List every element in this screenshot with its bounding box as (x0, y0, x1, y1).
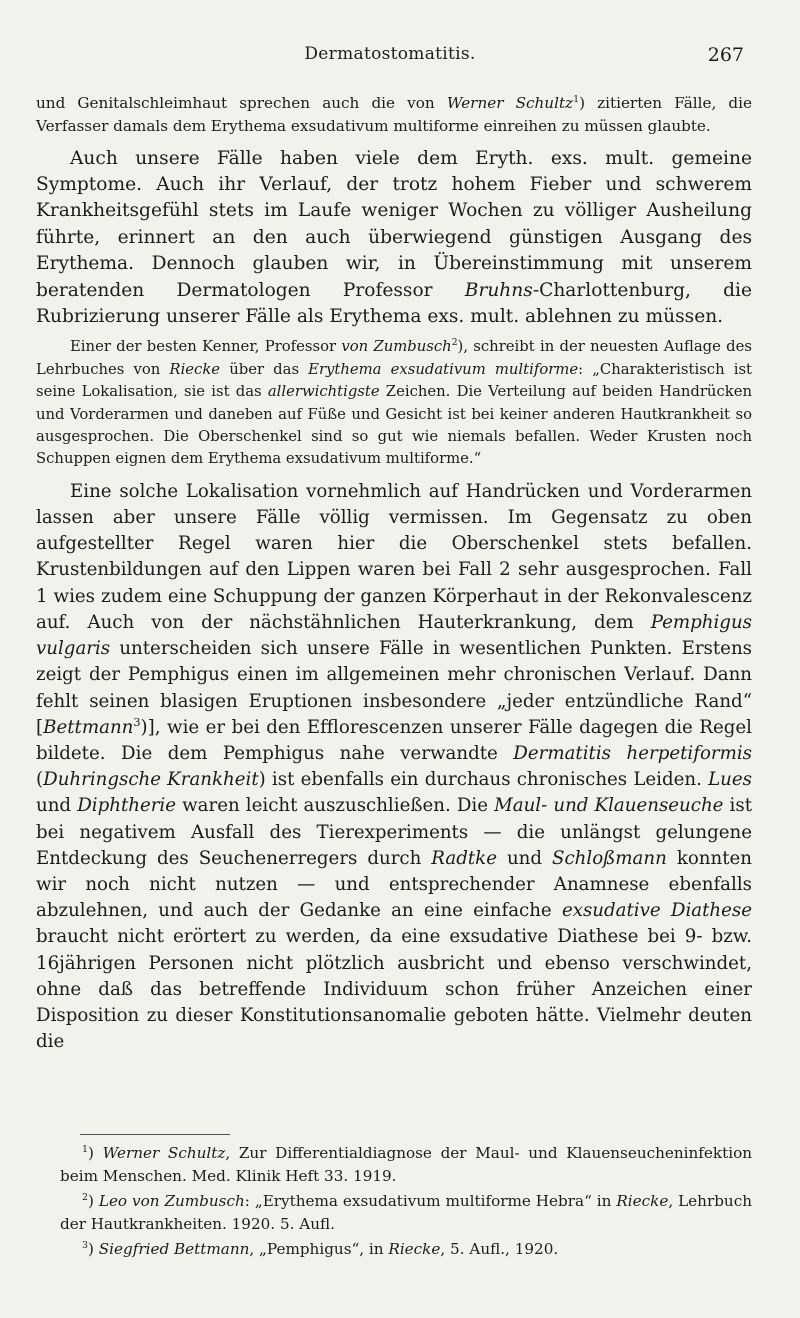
author-name: von Zumbusch (341, 338, 452, 356)
text-run: waren leicht auszuschließen. Die (176, 795, 495, 817)
term: Diphtherie (77, 795, 177, 817)
text-run: konnten wir noch nicht nutzen — und entsprechender Anamnese ebenfalls abzulehnen, und auch der Gedanke an eine einfache (36, 847, 752, 922)
text-run: Zeichen. Die Verteilung auf beiden Handrücken und Vorderarmen und daneben auf Füße und Gesicht ist bei keiner anderen Hautkrankheit so ausgesprochen. Die Oberschenkel sind so gut wie niemals befallen. Weder Krusten noch Schuppen eignen dem Erythema exsudativum multiforme.“ (36, 383, 752, 468)
text-run: Auch unsere Fälle haben viele dem Eryth. exs. mult. gemeine Symptome. Auch ihr Verlauf, der trotz hohem Fieber und schwerem Krankheitsgefühl stets im Laufe weniger Wochen zu völliger Ausheilung führte, erinnert an den auch überwiegend günstigen Ausgang des Erythema. Dennoch glauben wir, in Übereinstimmung mit unserem beratenden Dermatologen Professor (36, 147, 752, 301)
author-name: Riecke (388, 1240, 441, 1258)
text-run: : „Erythema exsudativum multiforme Hebra“ in (244, 1192, 617, 1210)
body-text (36, 92, 752, 1055)
term: Pemphigus vulgaris (36, 611, 752, 660)
author-name: Bruhns (464, 279, 533, 301)
text-run: Eine solche Lokalisation vornehmlich auf Handrücken und Vorderarmen lassen aber unsere Fälle völlig vermissen. Im Gegensatz zu oben aufgestellter Regel waren hier die Oberschenkel stets befallen. Krustenbildungen auf den Lippen waren bei Fall 2 sehr ausgesprochen. Fall 1 wies zudem eine Schuppung der ganzen Körperhaut in der Rekonvalescenz auf. Auch von der nächstähnlichen Hauterkrankung, dem (36, 480, 752, 633)
author-name: Schloßmann (552, 847, 667, 869)
author-name: Radtke (431, 847, 497, 869)
emphasis: allerwichtigste (267, 383, 380, 401)
text-run: ) zitierten Fälle, die Verfasser damals dem Erythema exsudativum multiforme einreihen zu müssen glaubte. (36, 94, 753, 135)
text-run: Einer der besten Kenner, Professor (70, 338, 342, 356)
footnote-1: $^1$) Werner Schultz, Zur Differentialdiagnose der Maul- und Klauenseucheninfektion beim Menschen. Med. Klinik Heft 33. 1919. (60, 1143, 752, 1185)
term: Duhringsche Krankheit (43, 769, 259, 791)
footnote-rule (80, 1134, 230, 1135)
footnotes (60, 1142, 752, 1261)
paragraph-2 (36, 146, 752, 331)
author-name: Siegfried Bettmann (98, 1240, 250, 1258)
term: exsudative Diathese (561, 900, 753, 922)
text-run: , Lehrbuch der Hautkrankheiten. 1920. 5. Aufl. (60, 1192, 752, 1233)
footnote-marker: 1 (82, 1143, 88, 1155)
text-run: , „Pemphigus“, in (249, 1240, 389, 1258)
text-run: ist bei negativem Ausfall des Tierexperiments — die unlängst gelungene Entdeckung des Seuchenerregers durch (36, 795, 752, 869)
author-name: Werner Schultz (102, 1144, 226, 1162)
running-title: Dermatostomatitis. (304, 44, 476, 64)
paragraph-quote (36, 336, 752, 470)
footnote-ref: 2 (451, 337, 458, 349)
paragraph-4 (36, 479, 752, 1055)
term: Dermatitis herpetiformis (513, 742, 752, 764)
text-run: -Charlottenburg, die Rubrizierung unserer Fälle als Erythema exs. mult. ablehnen zu müssen. (36, 279, 753, 328)
footnote-3: $^3$) Siegfried Bettmann, „Pemphigus“, in Riecke, 5. Aufl., 1920. (82, 1239, 559, 1258)
author-name: Werner Schultz (446, 94, 574, 112)
term: Maul- und Klauenseuche (494, 795, 724, 817)
text-run: unterscheiden sich unsere Fälle in wesentlichen Punkten. Erstens zeigt der Pemphigus einen im allgemeinen mehr chronischen Verlauf. Dann fehlt seinen blasigen Eruptionen insbesondere „jeder entzündliche Rand“ [ (36, 638, 752, 738)
term: Erythema exsudativum multiforme (308, 360, 579, 378)
text-run: und (496, 847, 553, 869)
running-head (36, 44, 744, 72)
footnote-marker: 2 (82, 1191, 88, 1203)
text-run: ) ist ebenfalls ein durchaus chronisches Leiden. (258, 769, 709, 791)
text-run: und Genitalschleimhaut sprechen auch die von (36, 94, 447, 112)
text-run: , Zur Differentialdiagnose der Maul- und Klauenseucheninfektion beim Menschen. Med. Klinik Heft 33. 1919. (60, 1144, 752, 1185)
text-run: : „Charakteristisch ist seine Lokalisation, sie ist das (36, 360, 753, 401)
footnote-2: $^2$) Leo von Zumbusch: „Erythema exsudativum multiforme Hebra“ in Riecke, Lehrbuch der Hautkrankheiten. 1920. 5. Aufl. (60, 1191, 752, 1233)
text-run: )], wie er bei den Efflorescenzen unserer Fälle dagegen die Regel bildete. Die dem Pemphigus nahe verwandte (36, 716, 752, 764)
footnote-ref: 3 (133, 715, 141, 729)
author-name: Riecke (169, 360, 221, 378)
text-run: ( (36, 769, 44, 791)
paragraph-1 (36, 92, 752, 138)
author-name: Bettmann (43, 716, 134, 738)
author-name: Riecke (616, 1192, 669, 1210)
text-run: braucht nicht erörtert zu werden, da eine exsudative Diathese bei 9- bzw. 16jährigen Personen nicht plötzlich ausbricht und ebenso verschwindet, ohne daß das betreffende Individuum schon früher Anzeichen einer Disposition zu dieser Konstitutionsanomalie geboten hätte. Vielmehr deuten die (36, 926, 752, 1053)
page-number: 267 (707, 44, 744, 66)
author-name: Leo von Zumbusch (98, 1192, 245, 1210)
term: Lues (708, 769, 752, 791)
text-run: ), schreibt in der neuesten Auflage des Lehrbuches von (36, 338, 753, 378)
text-run: und (36, 795, 78, 817)
footnote-marker: 3 (82, 1239, 88, 1251)
text-run: , 5. Aufl., 1920. (440, 1240, 559, 1258)
footnote-ref: 1 (573, 93, 580, 105)
text-run: über das (220, 360, 309, 378)
